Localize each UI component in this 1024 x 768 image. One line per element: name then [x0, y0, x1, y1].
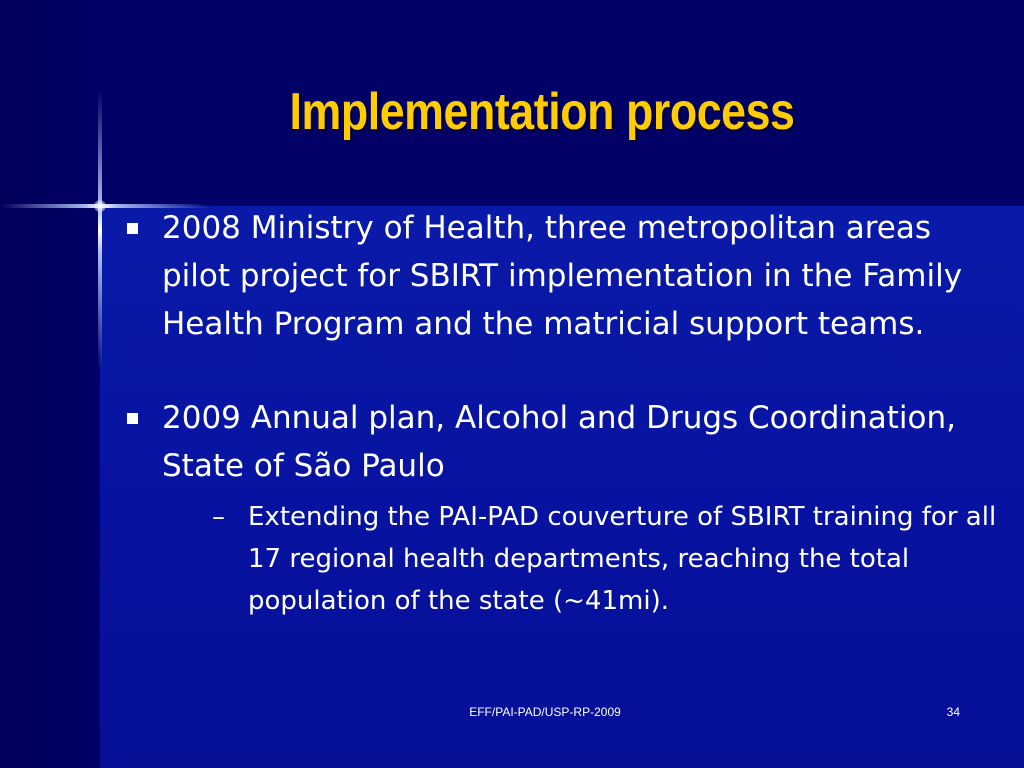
- square-bullet-icon: [127, 223, 138, 234]
- sparkle-star-icon: [94, 200, 106, 212]
- bullet-item: [120, 394, 1000, 622]
- slide-body: [120, 204, 1000, 622]
- bullet-text: 2008 Ministry of Health, three metropolitan areas pilot project for SBIRT implementation in the Family Health Program and the matricial support teams.: [162, 210, 963, 342]
- footer-text: EFF/PAI-PAD/USP-RP-2009: [469, 705, 621, 719]
- slide-title: Implementation process: [289, 83, 795, 141]
- square-bullet-icon: [127, 413, 138, 424]
- left-band: [0, 0, 100, 768]
- bullet-item: [120, 204, 1000, 348]
- bullet-text: 2009 Annual plan, Alcohol and Drugs Coordination, State of São Paulo: [162, 400, 956, 484]
- sub-bullet-text: Extending the PAI-PAD couverture of SBIRT training for all 17 regional health departments, reaching the total population of the state (~41mi).: [248, 502, 997, 616]
- page-number: 34: [946, 705, 960, 719]
- sub-bullet-item: [162, 496, 1000, 622]
- sparkle-vertical-ray: [98, 90, 102, 370]
- dash-bullet-icon: –: [212, 502, 225, 532]
